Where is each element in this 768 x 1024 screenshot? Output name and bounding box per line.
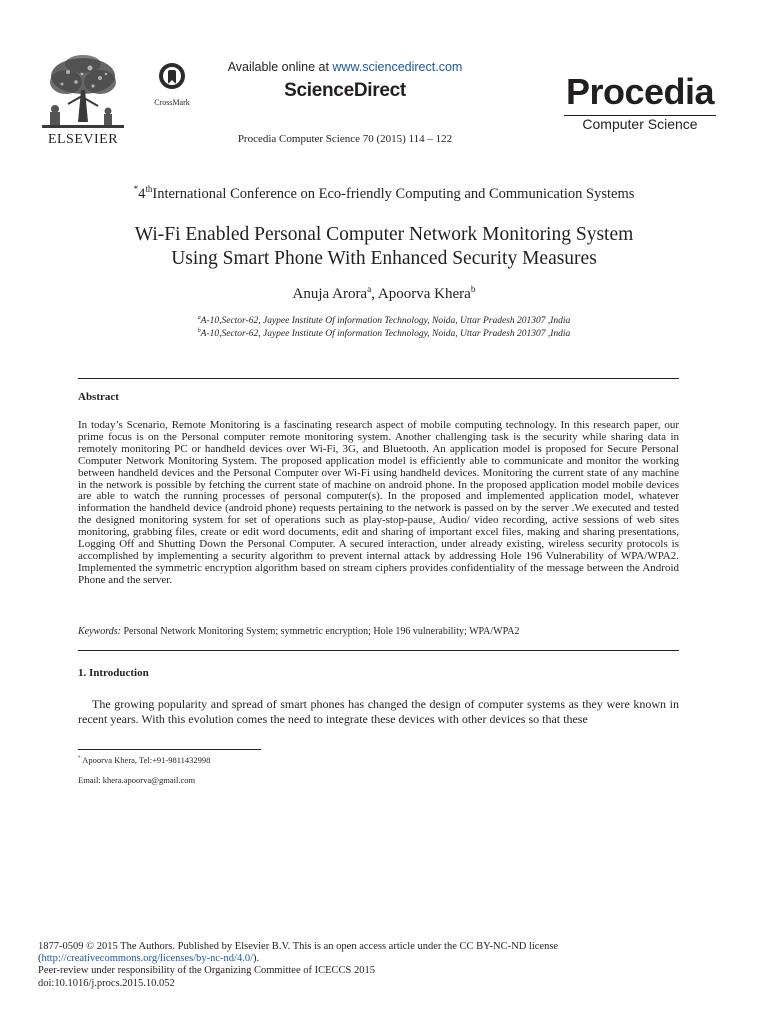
section-heading: 1. Introduction	[78, 667, 149, 679]
abstract-heading: Abstract	[78, 391, 119, 403]
crossmark-label: CrossMark	[154, 98, 190, 107]
keywords-line	[78, 626, 679, 637]
introduction-body: The growing popularity and spread of smart phones has changed the design of computer systems as they were known in recent years. With this evolution comes the need to integrate these devices with other devices so that these	[78, 697, 679, 726]
footnote-contact-text: Apoorva Khera, Tel:+91-9811432998	[80, 755, 211, 765]
procedia-subtitle: Computer Science	[582, 116, 698, 132]
footnote-mark: *	[78, 755, 81, 762]
affiliation-text: A-10,Sector-62, Jaypee Institute Of information Technology, Noida, Uttar Pradesh 201307 ,India	[200, 316, 571, 326]
footnote-email: Email: khera.apoorva@gmail.com	[78, 775, 196, 785]
sciencedirect-wordmark: ScienceDirect	[284, 80, 406, 101]
conference-name: International Conference on Eco-friendly Computing and Communication Systems	[152, 186, 635, 202]
license-url-link[interactable]: http://creativecommons.org/licenses/by-nc-nd/4.0/	[41, 953, 254, 965]
license-paren-open: (	[38, 953, 42, 965]
procedia-wordmark: Procedia	[565, 71, 715, 112]
affiliation-mark: a	[197, 314, 201, 321]
paper-title-line-2: Using Smart Phone With Enhanced Security Measures	[171, 248, 597, 269]
footnote-divider	[78, 749, 261, 750]
abstract-top-divider	[78, 378, 679, 379]
author-separator: ,	[371, 286, 378, 302]
affiliation-mark: b	[197, 327, 201, 334]
footnote-contact	[78, 755, 210, 765]
conference-mark: *	[133, 184, 139, 195]
availability-prefix: Available online at	[227, 60, 333, 74]
crossmark-icon	[158, 62, 186, 92]
conference-suffix: th	[145, 184, 153, 195]
availability-line	[200, 60, 490, 74]
paper-title-line-1: Wi-Fi Enabled Personal Computer Network Monitoring System	[134, 224, 634, 245]
author-name: Apoorva Khera	[377, 286, 471, 302]
affiliation-text: A-10,Sector-62, Jaypee Institute Of information Technology, Noida, Uttar Pradesh 201307 ,India	[200, 329, 571, 339]
author-affil-mark: b	[470, 285, 476, 295]
abstract-bottom-divider	[78, 650, 679, 651]
author-list	[40, 286, 728, 303]
abstract-body: In today’s Scenario, Remote Monitoring is a fascinating research aspect of mobile computing technology. In this research paper, our prime focus is on the Personal computer remote monitoring system. Another challenging task is the security while sharing data in remotely monitoring PC or handheld devices over Wi-Fi, 3G, and Bluetooth. An application model is proposed for Secure Personal Computer Network Monitoring System. The proposed application model is efficiently able to communicate and monitor the working between handheld devices and the Personal Computer over Wi-Fi using handheld devices. Monitoring the current state of any machine in the network is possible by fetching the current state of machine on android phone. In the proposed application model mobile devices are able to watch the running processes of personal computer(s). In the proposed and implemented application model, whatever information the handheld device (android phone) requests pertaining to the network is passed on by the server .We executed and tested the designed monitoring system for set of operations such as play-stop-pause, Audio/ video recording, active sessions of web sites monitoring, grabbing files, create or edit word documents, edit and sharing of important excel files, making and sharing presentations, Logging Off and Shutting Down the Personal Computer. A secured interaction, under already existing, wireless security protocols is accomplished by implementing a security algorithm to prevent internal attack by addressing Hole 196 Vulnerability of WPA/WPA2. Implemented the symmetric encryption algorithm based on stream ciphers provides confidentiality of the message between the Android Phone and the server.	[78, 419, 679, 586]
affiliation-a	[40, 316, 728, 326]
affiliation-b	[40, 329, 728, 339]
publisher-name: ELSEVIER	[47, 132, 119, 147]
keywords-list: Personal Network Monitoring System; symmetric encryption; Hole 196 vulnerability; WPA/WPA2	[120, 626, 520, 637]
keywords-label: Keywords:	[78, 626, 121, 637]
license-footer	[38, 941, 728, 990]
author-affil-mark: a	[367, 285, 372, 295]
peer-review-statement: Peer-review under responsibility of the Organizing Committee of ICECCS 2015	[38, 965, 375, 977]
crossmark-badge[interactable]	[152, 62, 192, 107]
conference-ordinal: 4	[138, 186, 146, 202]
license-paren-close: ).	[253, 953, 260, 965]
journal-reference: Procedia Computer Science 70 (2015) 114 – 122	[237, 133, 453, 145]
license-statement: 1877-0509 © 2015 The Authors. Published by Elsevier B.V. This is an open access article under the CC BY-NC-ND license	[38, 941, 559, 952]
license-url-line	[38, 953, 728, 965]
conference-line	[40, 186, 728, 203]
author-name: Anuja Arora	[292, 286, 368, 302]
sciencedirect-link[interactable]: www.sciencedirect.com	[332, 60, 463, 74]
doi: doi:10.1016/j.procs.2015.10.052	[38, 977, 175, 989]
